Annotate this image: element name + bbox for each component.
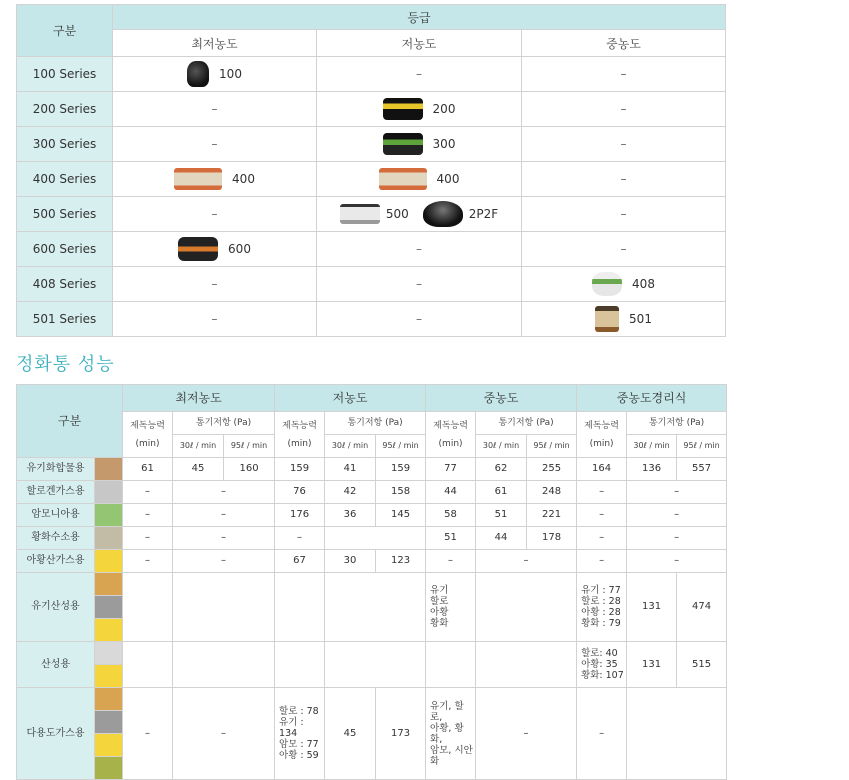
cartridge-400-icon (379, 168, 427, 190)
color-swatch (95, 458, 123, 481)
cartridge-200-icon (383, 98, 423, 120)
table-row: 408 Series – – 408 (17, 267, 726, 302)
table-row: 암모니아용 – – 176 36 145 58 51 221 – – (17, 504, 727, 527)
table-row: 산성용 할로: 40 아황: 35 황화: 107 131 515 (17, 642, 727, 665)
group-lowest: 최저농도 (123, 385, 275, 412)
cartridge-600-icon (178, 237, 218, 261)
col-medium: 중농도 (522, 30, 726, 57)
table-row: 200 Series – 200 – (17, 92, 726, 127)
group-medium: 중농도 (426, 385, 577, 412)
table-row: 501 Series – – 501 (17, 302, 726, 337)
color-swatch (95, 481, 123, 504)
cartridge-500-icon (340, 204, 380, 224)
performance-table: 구분 최저농도 저농도 중농도 중농도경리식 제독능력 (min) 통기저항 (Pa) 제독능력 (min) 통기저항 (Pa) 제독능력 (min) 통기저항 (Pa) 제독능력 (min) 통기저항 (Pa) 30ℓ / min 95ℓ / min 30ℓ / min 95ℓ / min 30ℓ / min 95ℓ / min 30ℓ / min 95ℓ / min 유기화합물용 61 45 160 159 41 159 77 62 255 164 136 557 할로겐가스용 – – 76 42 158 44 61 248 – – 암모니아용 – – 176 36 145 58 51 221 – – 황화수소용 – – – 51 44 178 – – 아황산가스용 – – 67 30 123 – – – – 유기산성용 유기 할로 아황 황화 유기 : 77 할로 : 28 아황 : 28 황화 : 79 131 474 산성용 할로: 40 아황: 35 황화: 107 131 515 다용도가스용 – – 할로 : 78 유기 : 134 암모 : 77 아황 : 59 45 173 유기, 할로, 아황, 황화, 암모, 시안화 – – (16, 384, 727, 780)
header-category: 구분 (17, 385, 123, 458)
table-row: 다용도가스용 – – 할로 : 78 유기 : 134 암모 : 77 아황 : 59 45 173 유기, 할로, 아황, 황화, 암모, 시안화 – – (17, 688, 727, 711)
header-grade: 등급 (113, 5, 726, 30)
color-swatch (95, 734, 123, 757)
table-row: 600 Series 600 – – (17, 232, 726, 267)
cartridge-400-icon (174, 168, 222, 190)
color-swatch (95, 596, 123, 619)
cartridge-501-icon (595, 306, 619, 332)
group-low: 저농도 (275, 385, 426, 412)
color-swatch (95, 665, 123, 688)
section-title: 정화통 성능 (16, 354, 115, 375)
color-swatch (95, 757, 123, 780)
table-row: 유기산성용 유기 할로 아황 황화 유기 : 77 할로 : 28 아황 : 28 황화 : 79 131 474 (17, 573, 727, 596)
header-category: 구분 (17, 5, 113, 57)
cartridge-2p2f-icon (423, 201, 463, 227)
color-swatch (95, 711, 123, 734)
table-row: 500 Series – 500 2P2F – (17, 197, 726, 232)
color-swatch (95, 550, 123, 573)
group-medium-light: 중농도경리식 (577, 385, 727, 412)
cartridge-100-icon (187, 61, 209, 87)
table-row: 황화수소용 – – – 51 44 178 – – (17, 527, 727, 550)
color-swatch (95, 504, 123, 527)
table-row: 400 Series 400 400 – (17, 162, 726, 197)
table-row: 유기화합물용 61 45 160 159 41 159 77 62 255 164 136 557 (17, 458, 727, 481)
color-swatch (95, 688, 123, 711)
color-swatch (95, 642, 123, 665)
table-row: 할로겐가스용 – – 76 42 158 44 61 248 – – (17, 481, 727, 504)
col-low: 저농도 (317, 30, 522, 57)
table-row: 300 Series – 300 – (17, 127, 726, 162)
grade-table (16, 4, 726, 337)
table-row: 아황산가스용 – – 67 30 123 – – – – (17, 550, 727, 573)
color-swatch (95, 527, 123, 550)
color-swatch (95, 573, 123, 596)
col-lowest: 최저농도 (113, 30, 317, 57)
cartridge-300-icon (383, 133, 423, 155)
color-swatch (95, 619, 123, 642)
table-row: 100 Series 100 – – (17, 57, 726, 92)
cartridge-408-icon (592, 272, 622, 296)
